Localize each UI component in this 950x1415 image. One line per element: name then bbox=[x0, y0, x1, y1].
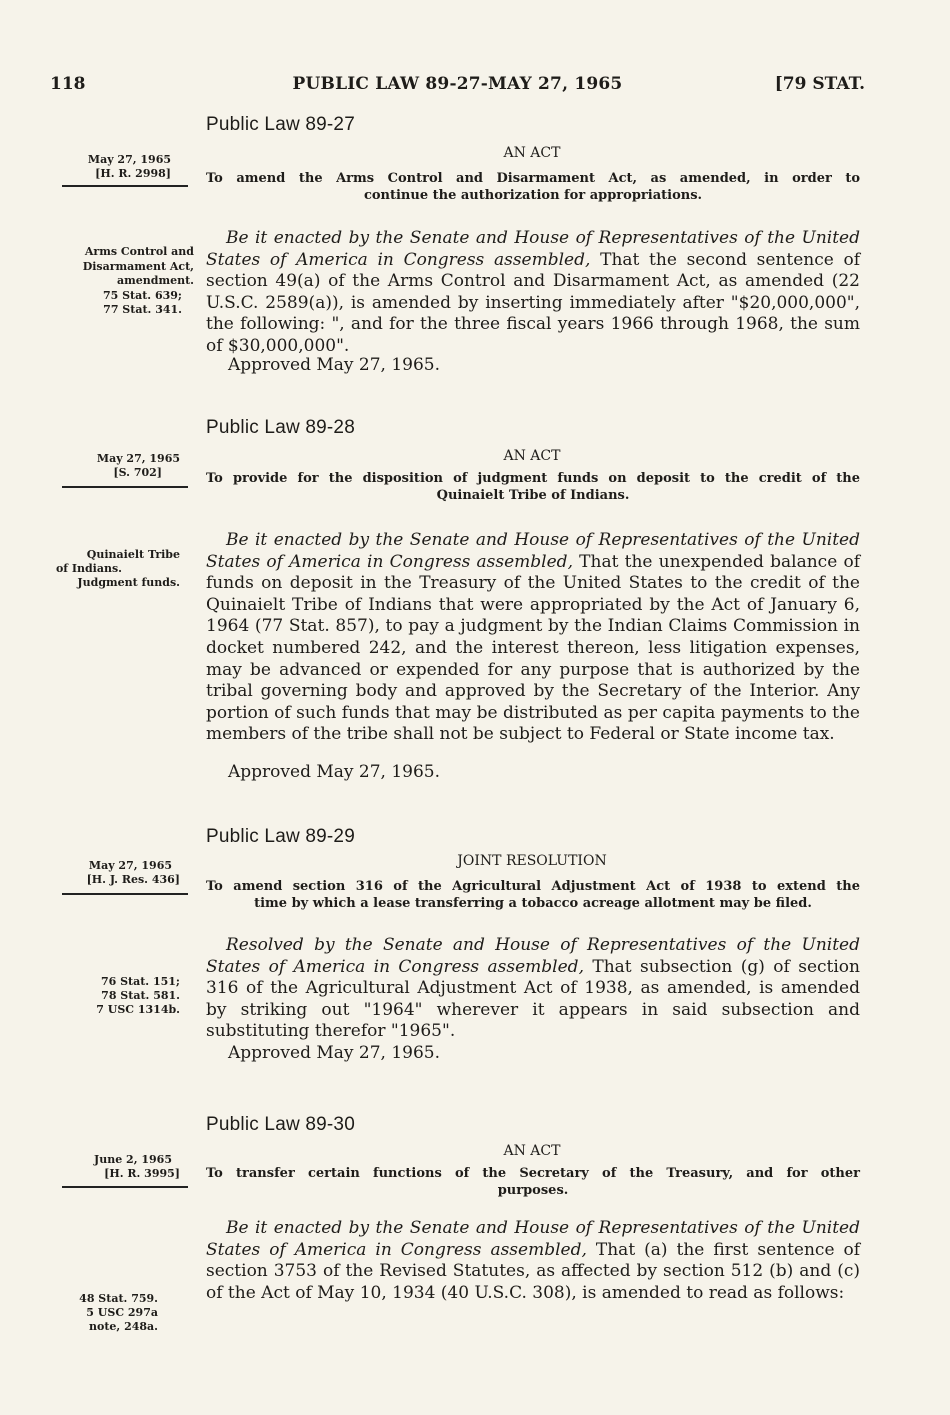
margin-note: Arms Control and Disarmament Act, amendment. 75 Stat. 639; 77 Stat. 341. bbox=[82, 245, 194, 317]
law-title: Public Law 89-28 bbox=[206, 417, 355, 438]
act-type: JOINT RESOLUTION bbox=[457, 853, 607, 869]
margin-note: Quinaielt Tribe of Indians. Judgment funds. bbox=[55, 548, 180, 589]
date-note: May 27, 1965 [H. R. 2998] bbox=[87, 153, 171, 180]
section-text bbox=[206, 935, 860, 1043]
law-title: Public Law 89-29 bbox=[206, 826, 355, 847]
section-text bbox=[206, 1218, 860, 1304]
law-title: Public Law 89-30 bbox=[206, 1114, 355, 1135]
enacting-clause: Be it enacted by the Senate and House of Representatives of the United States of America in Congress assembled, bbox=[206, 1218, 860, 1260]
running-head: PUBLIC LAW 89-27-MAY 27, 1965 bbox=[292, 74, 623, 94]
law-title: Public Law 89-27 bbox=[206, 114, 355, 135]
act-purpose: To transfer certain functions of the Secretary of the Treasury, and for other purposes. bbox=[206, 1166, 860, 1198]
act-purpose: To provide for the disposition of judgment funds on deposit to the credit of the Quinaielt Tribe of Indians. bbox=[206, 471, 860, 503]
act-purpose: To amend the Arms Control and Disarmament Act, as amended, in order to continue the authorization for appropriations. bbox=[206, 171, 860, 203]
margin-note: 76 Stat. 151; 78 Stat. 581. 7 USC 1314b. bbox=[96, 975, 180, 1016]
page-header bbox=[50, 74, 865, 98]
act-type: AN ACT bbox=[503, 1143, 561, 1159]
date-rule bbox=[62, 1186, 188, 1188]
section-body: That (a) the first sentence of section 3753 of the Revised Statutes, as affected by section 512 (b) and (c) of the Act of May 10, 1934 (40 U.S.C. 308), is amended to read as follows: bbox=[206, 1239, 861, 1303]
approval-line: Approved May 27, 1965. bbox=[228, 1043, 441, 1063]
volume-reference: [79 STAT. bbox=[774, 74, 865, 94]
date-rule bbox=[62, 893, 188, 895]
section-text bbox=[206, 530, 860, 746]
date-rule bbox=[62, 486, 188, 488]
approval-line: Approved May 27, 1965. bbox=[228, 762, 441, 782]
section-text bbox=[206, 228, 860, 358]
enacting-clause: Be it enacted by the Senate and House of Representatives of the United States of America in Congress assembled, bbox=[206, 530, 860, 572]
date-note: May 27, 1965 [S. 702] bbox=[96, 452, 180, 479]
enacting-clause: Resolved by the Senate and House of Representatives of the United States of America in Congress assembled, bbox=[206, 935, 860, 977]
enacting-clause: Be it enacted by the Senate and House of Representatives of the United States of America in Congress assembled, bbox=[206, 228, 860, 270]
date-note: June 2, 1965 [H. R. 3995] bbox=[94, 1153, 180, 1180]
approval-line: Approved May 27, 1965. bbox=[228, 355, 441, 375]
section-body: That the unexpended balance of funds on deposit in the Treasury of the United States to the credit of the Quinaielt Tribe of Indians that were appropriated by the Act of January 6, 1964 (77 Stat. 857), to pay a judgment by the Indian Claims Commission in docket numbered 242, and the interest thereon, less litigation expenses, may be advanced or expended for any purpose that is authorized by the tribal governing body and approved by the Secretary of the Interior. Any portion of such funds that may be distributed as per capita payments to the members of the tribe shall not be subject to Federal or State income tax. bbox=[206, 551, 860, 745]
margin-note: 48 Stat. 759. 5 USC 297a note, 248a. bbox=[79, 1292, 158, 1333]
act-type: AN ACT bbox=[503, 448, 561, 464]
section-body: That the second sentence of section 49(a) of the Arms Control and Disarmament Act, as amended (22 U.S.C. 2589(a)), is amended by inserting immediately after "$20,000,000", the following: ", and for the three fiscal years 1966 through 1968, the sum of $30,000,000". bbox=[206, 249, 861, 356]
act-purpose: To amend section 316 of the Agricultural Adjustment Act of 1938 to extend the time by which a lease transferring a tobacco acreage allotment may be filed. bbox=[206, 879, 860, 911]
page-number: 118 bbox=[50, 74, 86, 94]
section-body: That subsection (g) of section 316 of the Agricultural Adjustment Act of 1938, as amended, is amended by striking out "1964" wherever it appears in said subsection and substituting therefor "1965". bbox=[206, 956, 860, 1042]
date-note: May 27, 1965 [H. J. Res. 436] bbox=[86, 859, 180, 886]
act-type: AN ACT bbox=[503, 145, 561, 161]
date-rule bbox=[62, 185, 188, 187]
